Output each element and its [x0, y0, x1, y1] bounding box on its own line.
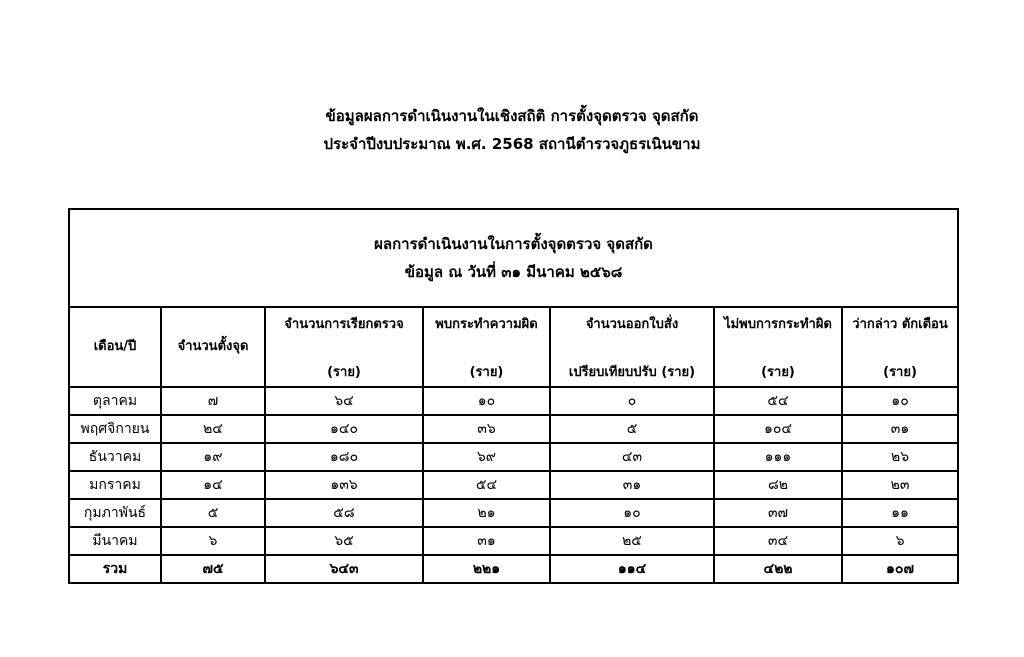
column-header-line-1: ไม่พบการกระทำผิด: [724, 317, 832, 332]
column-header-line-2: (ราย): [469, 365, 504, 380]
column-header-label: เดือน/ปี: [93, 339, 137, 354]
value-cell: ๕: [161, 499, 265, 527]
value-cell: ๑๐: [842, 387, 958, 415]
value-cell: ๓๑: [550, 471, 714, 499]
value-cell: ๖๙: [423, 443, 550, 471]
column-header-line-1: จำนวนการเรียกตรวจ: [284, 317, 404, 332]
value-cell: ๗: [161, 387, 265, 415]
value-cell: ๑๐: [423, 387, 550, 415]
month-cell: ตุลาคม: [69, 387, 161, 415]
value-cell: ๑๑: [842, 499, 958, 527]
value-cell: ๐: [550, 387, 714, 415]
column-header-line-2: (ราย): [761, 365, 795, 380]
checkpoint-results-table: [68, 208, 959, 584]
table-body: [69, 387, 958, 583]
value-cell: ๓๑: [423, 527, 550, 555]
column-header-label: จำนวนตั้งจุด: [177, 339, 249, 354]
column-header: [265, 307, 423, 387]
value-cell: ๕๘: [265, 499, 423, 527]
value-cell: ๖: [842, 527, 958, 555]
value-cell: ๑๑๑: [714, 443, 842, 471]
value-cell: ๑๙: [161, 443, 265, 471]
total-value-cell: ๗๕: [161, 555, 265, 583]
value-cell: ๑๐๔: [714, 415, 842, 443]
table-header-row: [69, 307, 958, 387]
value-cell: ๖๔: [265, 387, 423, 415]
table-caption-line-1: ผลการดำเนินงานในการตั้งจุดตรวจ จุดสกัด: [374, 235, 653, 253]
value-cell: ๕: [550, 415, 714, 443]
value-cell: ๒๔: [161, 415, 265, 443]
month-cell: มกราคม: [69, 471, 161, 499]
total-value-cell: ๑๑๔: [550, 555, 714, 583]
total-label-cell: รวม: [69, 555, 161, 583]
month-cell: มีนาคม: [69, 527, 161, 555]
column-header-line-2: (ราย): [327, 365, 361, 380]
table-row: [69, 443, 958, 471]
month-cell: ธันวาคม: [69, 443, 161, 471]
total-value-cell: ๒๒๑: [423, 555, 550, 583]
table-caption-line-2: ข้อมูล ณ วันที่ ๓๑ มีนาคม ๒๕๖๘: [404, 263, 623, 281]
column-header: [550, 307, 714, 387]
column-header-line-1: จำนวนออกใบสั่ง: [585, 317, 679, 332]
value-cell: ๒๕: [550, 527, 714, 555]
value-cell: ๖๕: [265, 527, 423, 555]
value-cell: ๒๑: [423, 499, 550, 527]
column-header-line-2: (ราย): [883, 365, 917, 380]
value-cell: ๒๓: [842, 471, 958, 499]
table-row: [69, 499, 958, 527]
column-header: [423, 307, 550, 387]
document-title-line-2: ประจำปีงบประมาณ พ.ศ. 2568 สถานีตำรวจภูธรเนินขาม: [323, 135, 701, 153]
column-header: [161, 307, 265, 387]
value-cell: ๕๔: [423, 471, 550, 499]
value-cell: ๓๔: [714, 527, 842, 555]
table-row: [69, 471, 958, 499]
value-cell: ๖: [161, 527, 265, 555]
column-header: [69, 307, 161, 387]
value-cell: ๑๘๐: [265, 443, 423, 471]
value-cell: ๔๓: [550, 443, 714, 471]
document-title-line-1: ข้อมูลผลการดำเนินงานในเชิงสถิติ การตั้งจุดตรวจ จุดสกัด: [325, 107, 699, 125]
table-caption: [69, 209, 958, 307]
total-value-cell: ๖๔๓: [265, 555, 423, 583]
column-header-line-1: ว่ากล่าว ตักเตือน: [852, 317, 948, 332]
value-cell: ๘๒: [714, 471, 842, 499]
table-row: [69, 527, 958, 555]
table-row: [69, 415, 958, 443]
value-cell: ๓๗: [714, 499, 842, 527]
table-row: [69, 387, 958, 415]
value-cell: ๓๖: [423, 415, 550, 443]
value-cell: ๑๔: [161, 471, 265, 499]
total-value-cell: ๑๐๗: [842, 555, 958, 583]
total-value-cell: ๔๒๒: [714, 555, 842, 583]
column-header-line-2: เปรียบเทียบปรับ (ราย): [568, 365, 696, 380]
column-header: [714, 307, 842, 387]
value-cell: ๕๔: [714, 387, 842, 415]
value-cell: ๒๖: [842, 443, 958, 471]
value-cell: ๑๐: [550, 499, 714, 527]
month-cell: พฤศจิกายน: [69, 415, 161, 443]
value-cell: ๑๓๖: [265, 471, 423, 499]
table-caption-row: [69, 209, 958, 307]
total-row: [69, 555, 958, 583]
value-cell: ๓๑: [842, 415, 958, 443]
column-header-line-1: พบกระทำความผิด: [435, 317, 538, 332]
month-cell: กุมภาพันธ์: [69, 499, 161, 527]
column-header: [842, 307, 958, 387]
value-cell: ๑๔๐: [265, 415, 423, 443]
